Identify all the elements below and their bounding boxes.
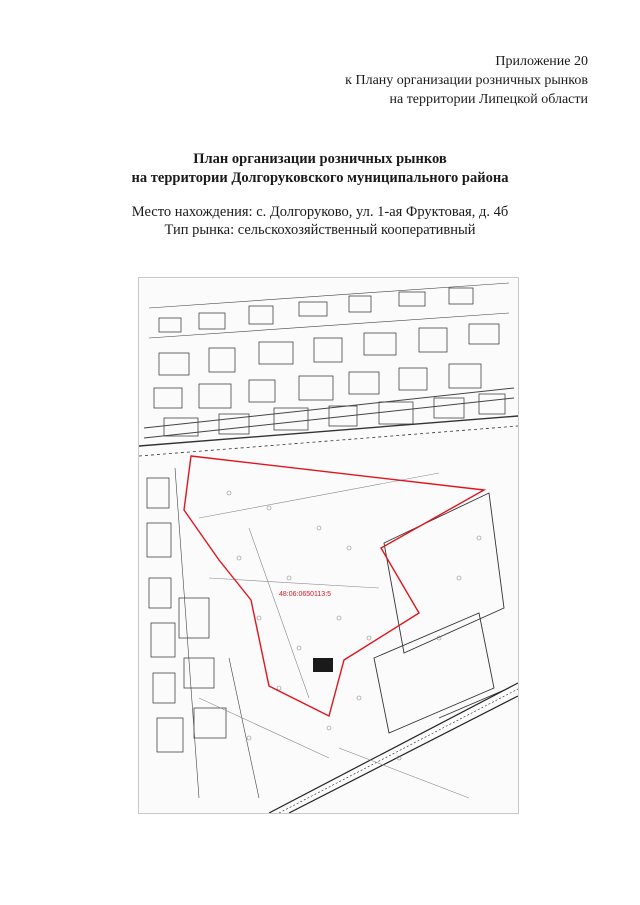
residential-blocks-north — [144, 283, 514, 438]
parcel-cadastral-label: 48:06:0650113:5 — [279, 591, 332, 598]
market-info — [0, 203, 640, 239]
market-building-marker — [313, 658, 333, 672]
market-type: Тип рынка: сельскохозяйственный кооперативный — [164, 222, 476, 238]
appendix-region: на территории Липецкой области — [389, 92, 588, 107]
appendix-plan-reference: к Плану организации розничных рынков — [345, 73, 588, 88]
appendix-number: Приложение 20 — [495, 54, 588, 69]
title-line-1: План организации розничных рынков — [193, 151, 447, 167]
market-location: Место нахождения: с. Долгоруково, ул. 1-ая Фруктовая, д. 4б — [131, 204, 509, 220]
site-details — [199, 473, 481, 798]
document-title — [0, 150, 640, 188]
railway — [269, 683, 518, 813]
industrial-buildings-east — [374, 493, 509, 733]
appendix-reference — [345, 52, 588, 109]
title-line-2: на территории Долгоруковского муниципального района — [131, 170, 509, 186]
site-plan-map — [138, 277, 519, 814]
